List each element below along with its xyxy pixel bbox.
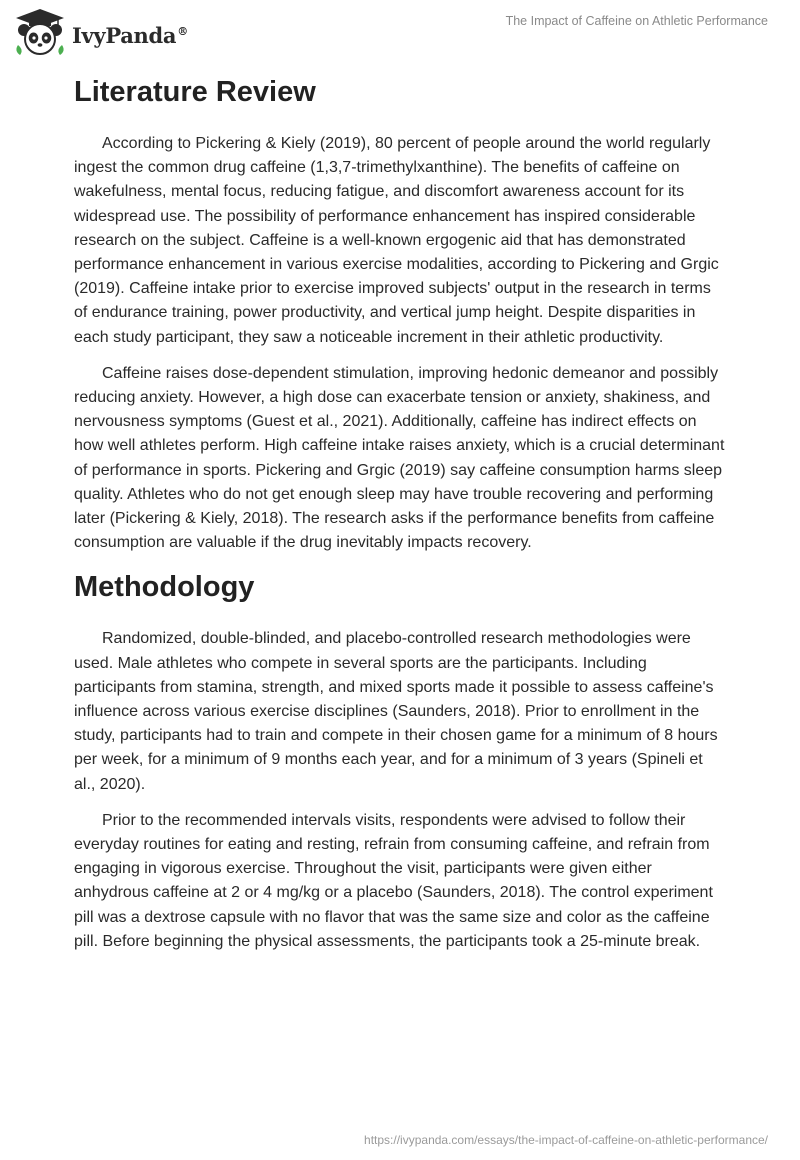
section-heading-literature-review: Literature Review	[74, 76, 316, 108]
source-url[interactable]: https://ivypanda.com/essays/the-impact-of-caffeine-on-athletic-performance/	[364, 1133, 768, 1147]
paragraph: Randomized, double-blinded, and placebo-controlled research methodologies were used. Male athletes who compete in several sports are the participants. Including participants from stamina, strength, and mixed sports made it possible to assess caffeine's influence across various exercise disciplines (Saunders, 2018). Prior to enrollment in the study, participants had to train and compete in their chosen game for a minimum of 8 hours per week, for a minimum of 9 months each year, and for a minimum of 3 years (Spineli et al., 2020).	[74, 630, 718, 793]
panda-graduate-icon	[14, 7, 66, 57]
section-heading-methodology: Methodology	[74, 571, 255, 604]
essay-body	[74, 72, 726, 966]
paragraph: Caffeine raises dose-dependent stimulation, improving hedonic demeanor and possibly reducing anxiety. However, a high dose can exacerbate tension or anxiety, shakiness, and nervousness symptoms (Guest et al., 2021). Additionally, caffeine has indirect effects on how well athletes perform. High caffeine intake raises anxiety, which is a crucial determinant of performance in sports. Pickering and Grgic (2019) say caffeine consumption harms sleep quality. Athletes who do not get enough sleep may have trouble recovering and performing later (Pickering & Kiely, 2018). The research asks if the performance benefits from caffeine consumption are valuable if the drug inevitably impacts recovery.	[74, 364, 725, 552]
brand-name: IvyPanda®	[72, 22, 188, 48]
document-title: The Impact of Caffeine on Athletic Performance	[505, 14, 768, 28]
ivypanda-logo[interactable]	[14, 7, 188, 57]
paragraph: Prior to the recommended intervals visits, respondents were advised to follow their everyday routines for eating and resting, refrain from consuming caffeine, and refrain from engaging in vigorous exercise. Throughout the visit, participants were given either anhydrous caffeine at 2 or 4 mg/kg or a placebo (Saunders, 2018). The control experiment pill was a dextrose capsule with no flavor that was the same size and color as the caffeine pill. Before beginning the physical assessments, the participants took a 25-minute break.	[74, 811, 713, 950]
paragraph: According to Pickering & Kiely (2019), 80 percent of people around the world regularly ingest the common drug caffeine (1,3,7-trimethylxanthine). The benefits of caffeine on wakefulness, mental focus, reducing fatigue, and discomfort awareness account for its widespread use. The possibility of performance enhancement has inspired considerable research on the subject. Caffeine is a well-known ergogenic aid that has demonstrated performance enhancement in various exercise modalities, according to Pickering and Grgic (2019). Caffeine intake prior to exercise improved subjects' output in the research in terms of endurance training, power productivity, and vertical jump height. Despite disparities in each study participant, they saw a noticeable increment in their athletic productivity.	[74, 135, 719, 346]
page-header	[0, 0, 800, 70]
